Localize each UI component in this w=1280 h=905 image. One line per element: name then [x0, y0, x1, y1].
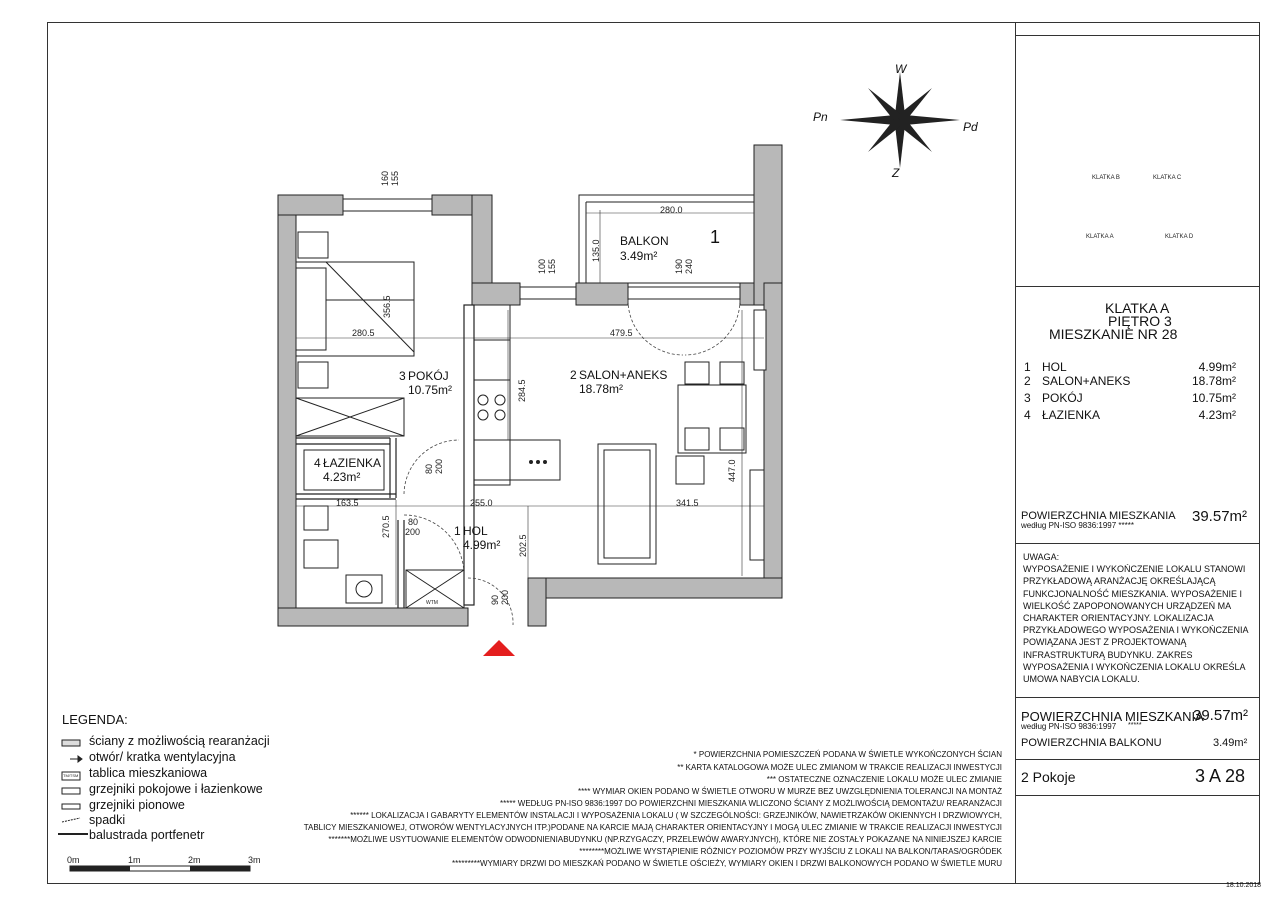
compass-rose — [840, 72, 960, 168]
header-line2: PIĘTRO 3 — [1108, 313, 1172, 329]
pokoj-no: 3 — [399, 369, 406, 383]
dim-479-5: 479.5 — [610, 328, 633, 338]
site-klatka-a: KLATKA A — [1086, 234, 1114, 240]
pokoj-area: 10.75m² — [408, 383, 453, 397]
legend-item-2: otwór/ kratka wentylacyjna — [89, 750, 236, 764]
note-9: ********MOŻLIWE WYSTĄPIENIE RÓŻNICY POZIOMÓW PRZY WYJŚCIU Z LOKALI NA BALKON/TARAS/OGRÓDEK — [579, 847, 1002, 856]
uwaga-note — [1023, 551, 1253, 685]
hol-no: 1 — [454, 524, 461, 538]
total-area-norm-2: według PN-ISO 9836:1997 — [1021, 722, 1117, 731]
dim-190: 190 — [674, 258, 684, 274]
scale-3: 3m — [248, 855, 261, 865]
total-area-value-2: 39.57m² — [1193, 707, 1249, 724]
legend-item-1: ściany z możliwością rearanżacji — [89, 734, 270, 748]
legend-item-6: spadki — [89, 813, 126, 827]
dim-155b: 155 — [390, 170, 400, 186]
salon-name: SALON+ANEKS — [579, 368, 668, 382]
balkon-name: BALKON — [620, 234, 669, 248]
note-10: *********WYMIARY DRZWI DO MIESZKAŃ PODANO W ŚWIETLE OŚCIEŻY, WYMIARY OKIEN I DRZWI BALKONOWYCH PODANO W ŚWIETLE MURU — [452, 859, 1002, 868]
hol-area: 4.99m² — [463, 538, 501, 552]
room-row-1: 1 HOL 4.99m² — [1024, 360, 1236, 374]
header-line1: KLATKA A — [1105, 300, 1170, 316]
compass-e: Pd — [963, 120, 978, 134]
room-row-3: 3 POKÓJ 10.75m² — [1024, 391, 1236, 405]
scale-1: 1m — [128, 855, 141, 865]
uwaga-title: UWAGA: — [1023, 552, 1060, 562]
plan-wtm-tag: WTM — [426, 600, 438, 606]
dim-200a: 200 — [434, 458, 444, 474]
total-area-value: 39.57m² — [1192, 508, 1248, 525]
dim-280: 280.0 — [660, 205, 683, 215]
dim-240: 240 — [684, 258, 694, 274]
legend-tm-tag: TM/TSM — [63, 773, 79, 778]
scale-bar — [70, 866, 250, 871]
unit-code: 3 A 28 — [1195, 766, 1246, 786]
legend-title: LEGENDA: — [62, 712, 128, 727]
lazienka-no: 4 — [314, 456, 321, 470]
note-5: ***** WEDŁUG PN-ISO 9836:1997 DO POWIERZCHNI MIESZKANIA WLICZONO ŚCIANY Z MOŻLIWOŚCIĄ DEMONTAŻU/ REARANŻACJI — [499, 799, 1002, 808]
site-klatka-d: KLATKA D — [1165, 234, 1194, 240]
total-area-norm-2-stars: ***** — [1128, 722, 1142, 729]
legend-item-4: grzejniki pokojowe i łazienkowe — [89, 782, 263, 796]
note-6: ****** LOKALIZACJA I GABARYTY ELEMENTÓW INSTALACJI I WYPOSAŻENIA LOKALU ( W SZCZEGÓLNOŚCI: GRZEJNIKÓW, NAWIETRZAKÓW OKIENNYCH I DRZWIOWYCH, — [350, 811, 1002, 820]
site-klatka-c: KLATKA C — [1153, 175, 1182, 181]
dim-447: 447.0 — [727, 459, 737, 482]
divider-1 — [1015, 286, 1260, 287]
legend-item-7: balustrada portfenetr — [89, 828, 205, 842]
dim-284-5: 284.5 — [517, 379, 527, 402]
scale-0: 0m — [67, 855, 80, 865]
dim-100: 100 — [537, 258, 547, 274]
note-7: TABLICY MIESZKANIOWEJ, OTWORÓW WENTYLACYJNYCH ITP.)PODANE NA KARCIE MAJĄ CHARAKTER ORIENTACYJNY I MOGĄ ULEC ZMIANIE W TRAKCIE REALIZACJI INWESTYCJI — [303, 823, 1002, 832]
dim-90: 90 — [490, 594, 500, 605]
dim-255: 255.0 — [470, 498, 493, 508]
hol-name: HOL — [463, 524, 488, 538]
divider-4 — [1015, 759, 1260, 760]
note-3: *** OSTATECZNE OZNACZENIE LOKALU MOŻE ULEC ZMIANIE — [766, 775, 1002, 784]
dim-270-5: 270.5 — [381, 515, 391, 538]
note-8: *******MOŻLIWE USYTUOWANIE ELEMENTÓW ODWODNIENIABUDYNKU (NP.RZYGACZY, PRZELEWÓW AWARYJNYCH), KTÓRE NIE ZOSTAŁY POKAZANE NA NINIEJSZEJ KARCIE — [328, 835, 1002, 844]
compass-n: W — [895, 62, 907, 76]
balcony-label: POWIERZCHNIA BALKONU — [1021, 737, 1162, 749]
dim-200b: 200 — [405, 527, 421, 537]
legend-item-5: grzejniki pionowe — [89, 798, 185, 812]
pokoj-name: POKÓJ — [408, 369, 449, 383]
salon-no: 2 — [570, 368, 577, 382]
divider-top — [1015, 35, 1260, 36]
header-line3: MIESZKANIE NR 28 — [1049, 326, 1178, 342]
total-area-label-2: POWIERZCHNIA MIESZKANIA — [1021, 709, 1204, 724]
total-area-norm: według PN-ISO 9836:1997 ***** — [1021, 521, 1134, 530]
room-row-4: 4 ŁAZIENKA 4.23m² — [1024, 408, 1236, 422]
room-row-2: 2 SALON+ANEKS 18.78m² — [1024, 374, 1236, 388]
dim-160: 160 — [380, 170, 390, 186]
compass-s: Z — [892, 166, 900, 180]
site-klatka-b: KLATKA B — [1092, 175, 1120, 181]
dim-200c: 200 — [500, 589, 510, 605]
dim-341-5: 341.5 — [676, 498, 699, 508]
lazienka-area: 4.23m² — [323, 470, 361, 484]
uwaga-text: WYPOSAŻENIE I WYKOŃCZENIE LOKALU STANOWI PRZYKŁADOWĄ ARANŻACJĘ OKREŚLAJĄCĄ FUNKCJONALNOŚĆ MIESZKANIA. WYPOSAŻENIE I WIELKOŚĆ ZAPOPONOWANYCH URZĄDZEŃ MA CHARAKTER ORIENTACYJNY. LOKALIZACJA PRZYKŁADOWEGO WYPOSAŻENIA I WYKOŃCZENIA POWIĄZANA JEST Z PROJEKTOWANĄ INFRASTRUKTURĄ BUDYNKU. ZAKRES WYPOSAŻENIA I WYKOŃCZENIA LOKALU OKREŚLA UMOWA NABYCIA LOKALU. — [1023, 564, 1249, 685]
bed — [296, 232, 414, 388]
divider-5 — [1015, 795, 1260, 796]
salon-area: 18.78m² — [579, 382, 624, 396]
sidebar-divider — [1015, 22, 1016, 884]
divider-3 — [1015, 697, 1260, 698]
stair-number: 1 — [710, 227, 721, 247]
dim-80a: 80 — [424, 463, 434, 474]
balkon-area: 3.49m² — [620, 249, 658, 263]
legend-item-3: tablica mieszkaniowa — [89, 766, 208, 780]
entrance-marker — [483, 640, 515, 656]
balcony-value: 3.49m² — [1213, 737, 1248, 749]
divider-2 — [1015, 543, 1260, 544]
dim-356: 356.5 — [382, 295, 392, 318]
dim-163-5: 163.5 — [336, 498, 359, 508]
dim-280-5: 280.5 — [352, 328, 375, 338]
total-area-label: POWIERZCHNIA MIESZKANIA — [1021, 510, 1176, 522]
rooms-count: 2 Pokoje — [1021, 769, 1076, 785]
note-2: ** KARTA KATALOGOWA MOŻE ULEC ZMIANOM W TRAKCIE REALIZACJI INWESTYCJI — [677, 763, 1002, 772]
compass-w: Pn — [813, 110, 828, 124]
dim-135: 135.0 — [591, 239, 601, 262]
dim-80b: 80 — [408, 517, 419, 527]
lazienka-name: ŁAZIENKA — [323, 456, 382, 470]
sheet-date: 18.10.2018 — [1226, 882, 1262, 889]
dim-155a: 155 — [547, 258, 557, 274]
dim-202-5: 202.5 — [518, 534, 528, 557]
note-4: **** WYMIAR OKIEN PODANO W ŚWIETLE OTWORU W MURZE BEZ UWZGLĘDNIENIA TOLERANCJI NA MONTAŻ — [577, 787, 1002, 796]
scale-2: 2m — [188, 855, 201, 865]
note-1: * POWIERZCHNIA POMIESZCZEŃ PODANA W ŚWIETLE WYKOŃCZONYCH ŚCIAN — [693, 750, 1002, 759]
